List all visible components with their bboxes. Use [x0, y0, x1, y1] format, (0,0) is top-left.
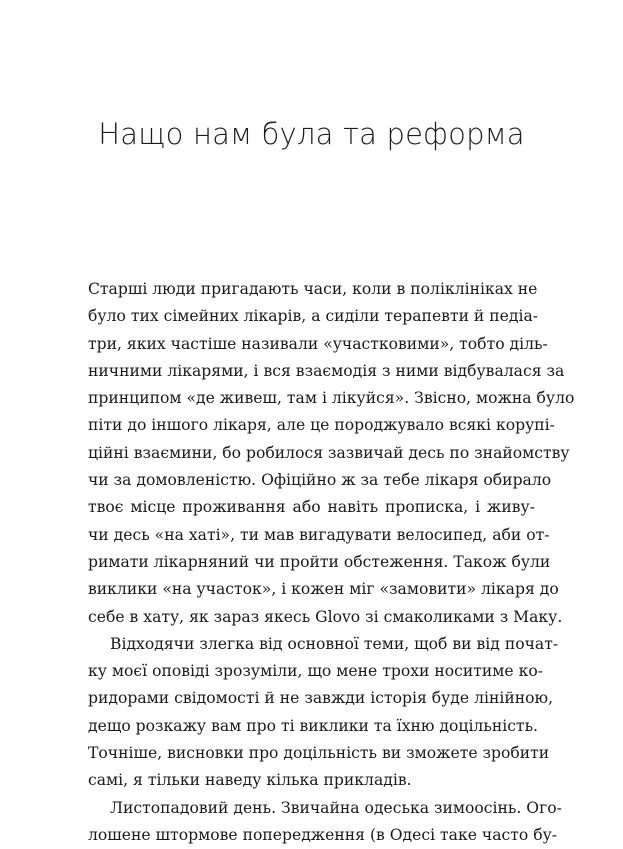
text-line: чи за домовленістю. Офіційно ж за тебе лікаря обирало — [88, 471, 552, 490]
text-line: Відходячи злегка від основної теми, щоб ви від почат- — [110, 634, 559, 653]
text-line: три, яких частіше називали «участковими», тобто діль- — [88, 334, 548, 353]
paragraph-1 — [88, 276, 575, 631]
body-text — [88, 276, 575, 849]
text-line: чи десь «на хаті», ти мав вигадувати велосипед, аби от- — [88, 525, 550, 544]
text-line: ку моєї оповіді зрозуміли, що мене трохи носитиме ко- — [88, 662, 544, 681]
text-line: ційні взаємини, бо робилося зазвичай десь по знайомству — [88, 443, 570, 462]
paragraph-2 — [88, 631, 559, 795]
text-line: лошене штормове попередження (в Одесі таке часто бу- — [88, 825, 558, 844]
text-line: римати лікарняний чи пройти обстеження. Також були — [88, 552, 551, 571]
text-line: ридорами свідомості й не завжди історія буде лінійною, — [88, 689, 554, 708]
text-line: ничними лікарями, і вся взаємодія з ними відбувалася за — [88, 361, 565, 380]
text-line: Листопадовий день. Звичайна одеська зимоосінь. Ого- — [110, 798, 562, 817]
paragraph-3 — [88, 795, 562, 849]
text-line: дещо розкажу вам про ті виклики та їхню доцільність. — [88, 716, 539, 735]
text-line: твоє місце проживання або навіть прописка, і живу- — [88, 498, 535, 517]
text-line: виклики «на участок», і кожен міг «замовити» лікаря до — [88, 580, 559, 599]
chapter-title: Нащо нам була та реформа — [98, 117, 525, 151]
text-line: було тих сімейних лікарів, а сиділи терапевти й педіа- — [88, 307, 539, 326]
text-line: самі, я тільки наведу кілька прикладів. — [88, 771, 412, 790]
text-line: принципом «де живеш, там і лікуйся». Звісно, можна було — [88, 389, 575, 408]
text-line: себе в хату, як зараз якесь Glovo зі смаколиками з Маку. — [88, 607, 563, 626]
text-line: Старші люди пригадають часи, коли в поліклініках не — [88, 280, 538, 298]
text-line: Точніше, висновки про доцільність ви зможете зробити — [88, 744, 550, 763]
text-line: піти до іншого лікаря, але це породжувало всякі корупі- — [88, 416, 555, 435]
